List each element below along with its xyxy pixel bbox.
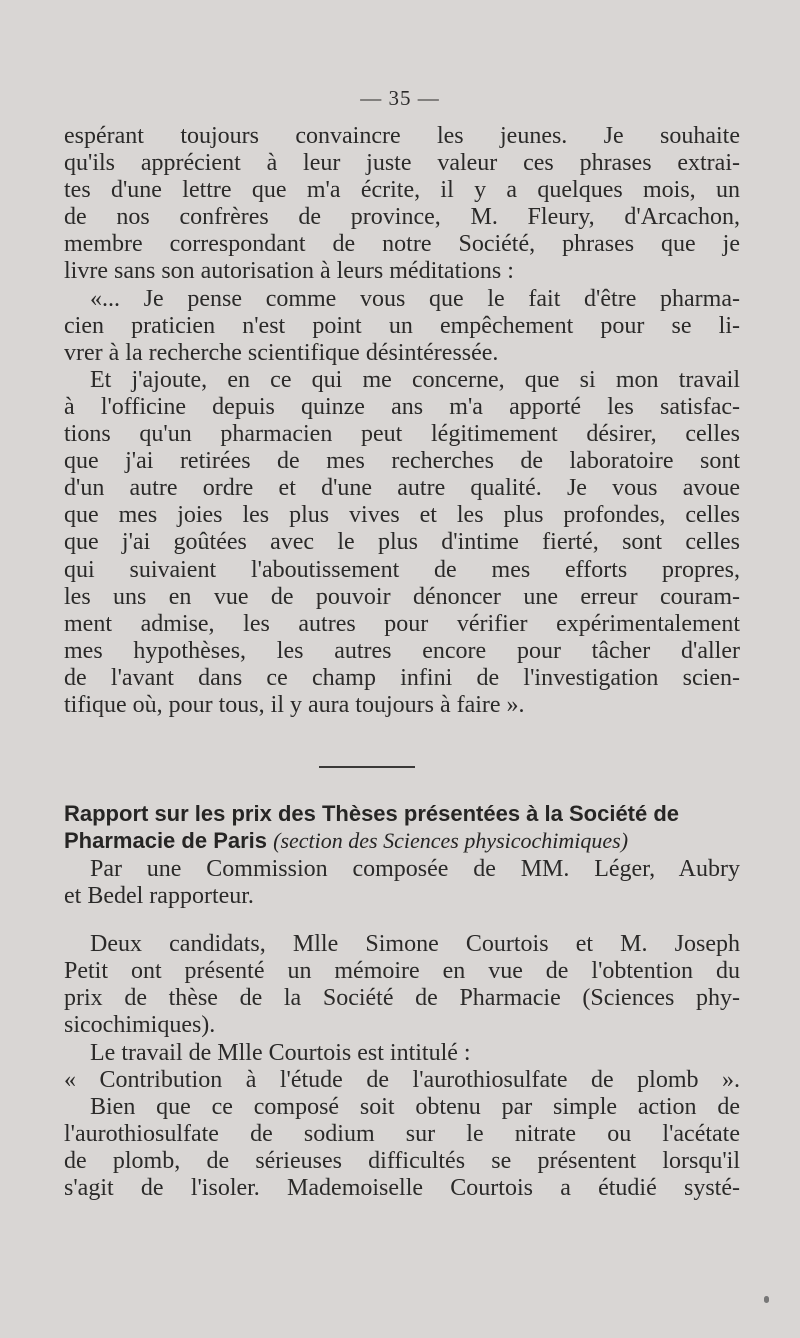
text-line: et Bedel rapporteur. — [64, 883, 254, 910]
text-line: «... Je pense comme vous que le fait d'être pharma- — [90, 285, 740, 312]
text-line: que j'ai goûtées avec le plus d'intime fierté, sont celles — [64, 529, 740, 556]
ink-speck — [764, 1296, 769, 1303]
heading-subtitle: (section des Sciences physicochimiques) — [273, 828, 629, 853]
text-line: cien praticien n'est point un empêchement pour se li- — [64, 312, 740, 339]
text-line: les uns en vue de pouvoir dénoncer une erreur couram- — [64, 583, 740, 610]
text-line: de l'avant dans ce champ infini de l'investigation scien- — [64, 664, 740, 691]
text-line: membre correspondant de notre Société, phrases que je — [64, 231, 740, 258]
text-line: prix de thèse de la Société de Pharmacie (Sciences phy- — [64, 985, 740, 1012]
heading-line: Pharmacie de Paris (section des Sciences physicochimiques) — [64, 828, 629, 853]
text-line: « Contribution à l'étude de l'aurothiosulfate de plomb ». — [64, 1066, 740, 1093]
text-line: s'agit de l'isoler. Mademoiselle Courtois a étudié systé- — [64, 1175, 740, 1202]
text-line: Par une Commission composée de MM. Léger, Aubry — [90, 856, 740, 882]
opening-text-block — [64, 123, 740, 719]
text-line: à l'officine depuis quinze ans m'a apporté les satisfac- — [64, 393, 740, 420]
text-line: tifique où, pour tous, il y aura toujours à faire ». — [64, 691, 525, 718]
text-line: Et j'ajoute, en ce qui me concerne, que si mon travail — [90, 366, 740, 393]
text-line: qui suivaient l'aboutissement de mes efforts propres, — [64, 556, 740, 583]
text-line: que mes joies les plus vives et les plus profondes, celles — [64, 502, 740, 529]
report-text-block — [64, 856, 740, 1202]
text-line: Le travail de Mlle Courtois est intitulé : — [90, 1039, 471, 1066]
text-line: livre sans son autorisation à leurs méditations : — [64, 258, 514, 285]
text-line: tes d'une lettre que m'a écrite, il y a quelques mois, un — [64, 177, 740, 204]
text-line: de nos confrères de province, M. Fleury, d'Arcachon, — [64, 204, 740, 231]
text-line: sicochimiques). — [64, 1012, 216, 1039]
text-line: de plomb, de sérieuses difficultés se présentent lorsqu'il — [64, 1147, 740, 1174]
section-divider — [319, 766, 415, 768]
report-heading — [64, 800, 740, 854]
page-number: — 35 — — [360, 86, 440, 110]
text-line: Petit ont présenté un mémoire en vue de l'obtention du — [64, 958, 740, 985]
text-line: espérant toujours convaincre les jeunes. Je souhaite — [64, 123, 740, 149]
text-line: tions qu'un pharmacien peut légitimement désirer, celles — [64, 421, 740, 448]
text-line: qu'ils apprécient à leur juste valeur ces phrases extrai- — [64, 150, 740, 177]
text-line: mes hypothèses, les autres encore pour tâcher d'aller — [64, 637, 740, 664]
text-line: vrer à la recherche scientifique désintéressée. — [64, 339, 499, 366]
text-line: que j'ai retirées de mes recherches de laboratoire sont — [64, 448, 740, 475]
text-line: d'un autre ordre et d'une autre qualité. Je vous avoue — [64, 475, 740, 502]
text-line: Deux candidats, Mlle Simone Courtois et M. Joseph — [90, 931, 740, 958]
heading-line: Rapport sur les prix des Thèses présentées à la Société de — [64, 801, 680, 826]
text-line: l'aurothiosulfate de sodium sur le nitrate ou l'acétate — [64, 1120, 740, 1147]
text-line: Bien que ce composé soit obtenu par simple action de — [90, 1093, 740, 1120]
text-line: ment admise, les autres pour vérifier expérimentalement — [64, 610, 740, 637]
